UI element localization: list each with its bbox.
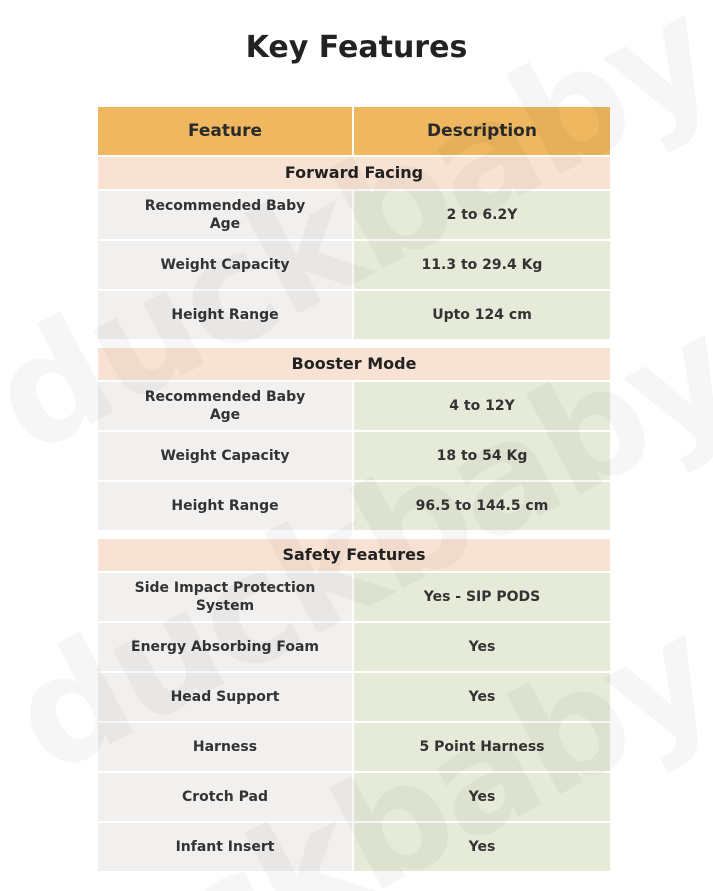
gap-cell [98,341,610,348]
section-title: Safety Features [98,539,610,573]
key-features-table [98,107,610,873]
feature-cell: Recommended Baby Age [98,191,354,241]
description-cell: 96.5 to 144.5 cm [354,482,610,532]
description-cell: 18 to 54 Kg [354,432,610,482]
section-title: Forward Facing [98,157,610,191]
section-title: Booster Mode [98,348,610,382]
table-row [98,623,610,673]
description-cell: Yes [354,773,610,823]
description-cell: 2 to 6.2Y [354,191,610,241]
table-row [98,823,610,873]
section-gap [98,532,610,539]
feature-cell: Weight Capacity [98,432,354,482]
description-cell: 5 Point Harness [354,723,610,773]
feature-cell: Crotch Pad [98,773,354,823]
table-row [98,773,610,823]
description-cell: Upto 124 cm [354,291,610,341]
table-row [98,291,610,341]
table-row [98,573,610,623]
gap-cell [98,532,610,539]
feature-cell: Infant Insert [98,823,354,873]
feature-cell: Height Range [98,482,354,532]
table-row [98,432,610,482]
table-header-row [98,107,610,157]
description-cell: Yes - SIP PODS [354,573,610,623]
description-cell: Yes [354,623,610,673]
description-cell: 4 to 12Y [354,382,610,432]
section-row [98,348,610,382]
feature-cell: Energy Absorbing Foam [98,623,354,673]
table-row [98,723,610,773]
description-cell: Yes [354,673,610,723]
feature-cell: Side Impact Protection System [98,573,354,623]
table-row [98,482,610,532]
table-row [98,241,610,291]
description-cell: Yes [354,823,610,873]
table-row [98,382,610,432]
header-feature: Feature [98,107,354,157]
table-row [98,673,610,723]
feature-cell: Head Support [98,673,354,723]
feature-cell: Harness [98,723,354,773]
section-row [98,539,610,573]
header-description: Description [354,107,610,157]
feature-cell: Weight Capacity [98,241,354,291]
table-row [98,191,610,241]
feature-cell: Recommended Baby Age [98,382,354,432]
section-gap [98,341,610,348]
page-title: Key Features [245,30,468,65]
feature-cell: Height Range [98,291,354,341]
section-row [98,157,610,191]
description-cell: 11.3 to 29.4 Kg [354,241,610,291]
